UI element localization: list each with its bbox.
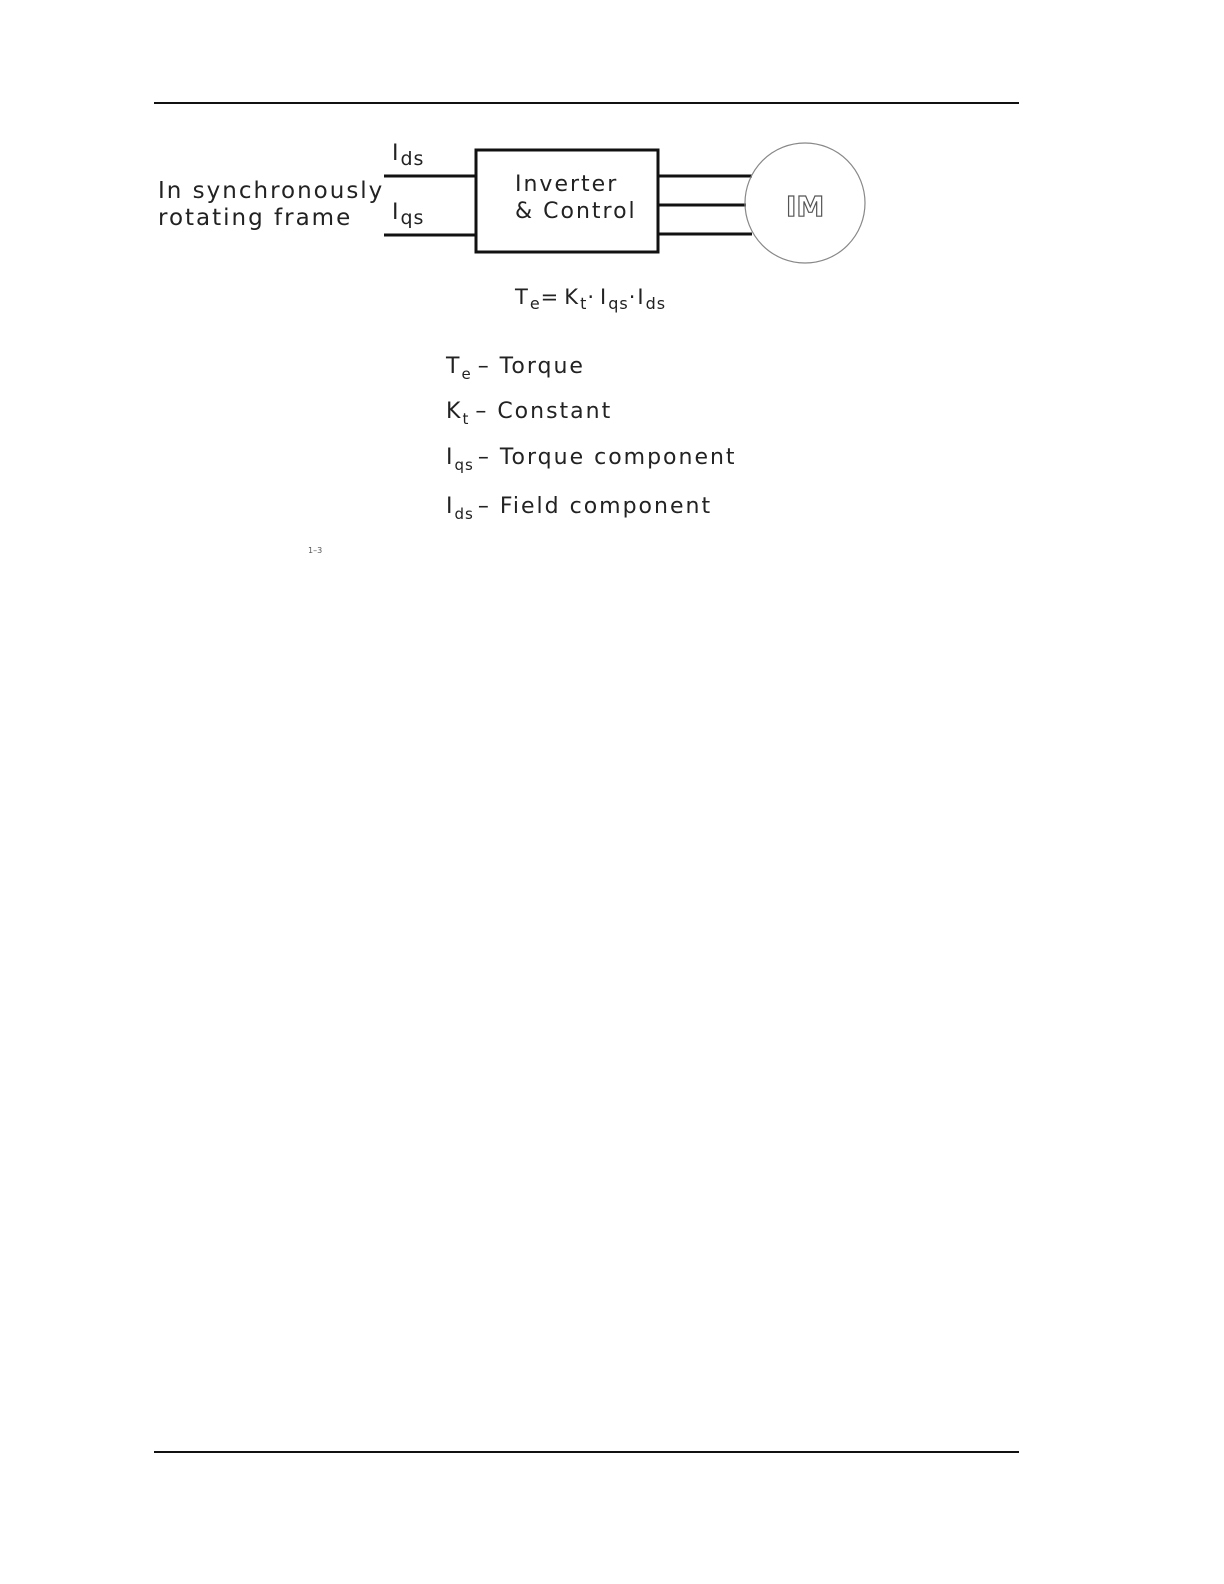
torque-equation: $T_e= K_t\cdot I_{qs}\cdot I_{ds}$ [515,285,667,313]
block-label-line2: & Control [515,199,637,224]
motor-label: IM [786,190,825,223]
legend-item: $T_e$ – Torque [446,354,585,383]
vector-control-diagram [0,0,1224,600]
input-label-line1: In synchronously [158,178,385,204]
block-label-line1: Inverter [515,172,619,197]
legend-item: $I_{qs}$ – Torque component [446,445,737,474]
bottom-rule [154,1451,1019,1453]
figure-number: 1–3 [308,546,323,555]
ids-label: Ids [392,141,425,170]
symbol-legend [445,354,737,523]
legend-item: $K_t$ – Constant [446,399,613,428]
legend-item: $I_{ds}$ – Field component [446,494,713,523]
iqs-label: Iqs [392,200,425,229]
input-label-line2: rotating frame [158,205,353,231]
